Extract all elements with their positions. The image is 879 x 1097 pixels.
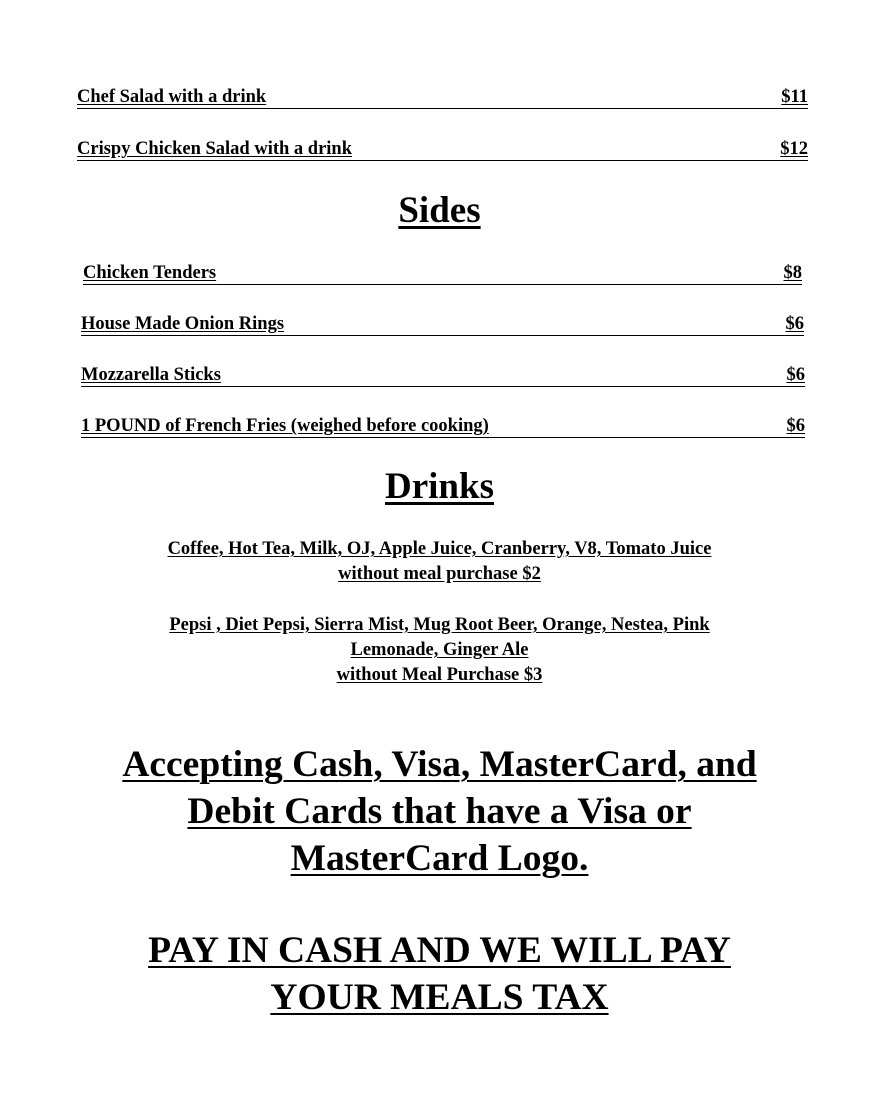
item-price: $6: [786, 416, 805, 436]
soda-drinks-description: [0, 613, 879, 688]
item-price: $6: [785, 314, 804, 334]
item-name: House Made Onion Rings: [81, 314, 285, 334]
menu-item-crispy-chicken-salad: [77, 139, 808, 161]
soda-drinks-list-continued: Lemonade, Ginger Ale: [350, 640, 529, 660]
soda-drinks-price: without Meal Purchase $3: [336, 665, 543, 685]
sides-heading: Sides: [398, 190, 481, 231]
drinks-heading: Drinks: [385, 466, 494, 507]
item-price: $6: [786, 365, 805, 385]
item-price: $12: [780, 139, 808, 159]
hot-drinks-price: without meal purchase $2: [338, 564, 541, 584]
payment-notice-line: Debit Cards that have a Visa or: [187, 791, 692, 832]
menu-item-chicken-tenders: [83, 263, 802, 285]
item-price: $11: [781, 87, 808, 107]
menu-item-mozzarella-sticks: [81, 365, 805, 387]
item-name: Chef Salad with a drink: [77, 87, 267, 107]
cash-tax-notice-line: YOUR MEALS TAX: [270, 977, 609, 1018]
soda-drinks-list: Pepsi , Diet Pepsi, Sierra Mist, Mug Root Beer, Orange, Nestea, Pink: [169, 615, 710, 635]
item-name: Chicken Tenders: [83, 263, 217, 283]
hot-drinks-description: [0, 537, 879, 587]
menu-item-french-fries: [81, 416, 805, 438]
hot-drinks-list: Coffee, Hot Tea, Milk, OJ, Apple Juice, Cranberry, V8, Tomato Juice: [167, 539, 712, 559]
cash-tax-notice-line: PAY IN CASH AND WE WILL PAY: [148, 930, 731, 971]
payment-notice: [0, 741, 879, 882]
menu-item-onion-rings: [81, 314, 804, 336]
item-name: Crispy Chicken Salad with a drink: [77, 139, 352, 159]
item-name: Mozzarella Sticks: [81, 365, 221, 385]
payment-notice-line: MasterCard Logo.: [290, 838, 589, 879]
item-name: 1 POUND of French Fries (weighed before cooking): [81, 416, 489, 436]
cash-tax-notice: [0, 927, 879, 1021]
menu-item-chef-salad: [77, 87, 808, 109]
payment-notice-line: Accepting Cash, Visa, MasterCard, and: [122, 744, 757, 785]
item-price: $8: [783, 263, 802, 283]
